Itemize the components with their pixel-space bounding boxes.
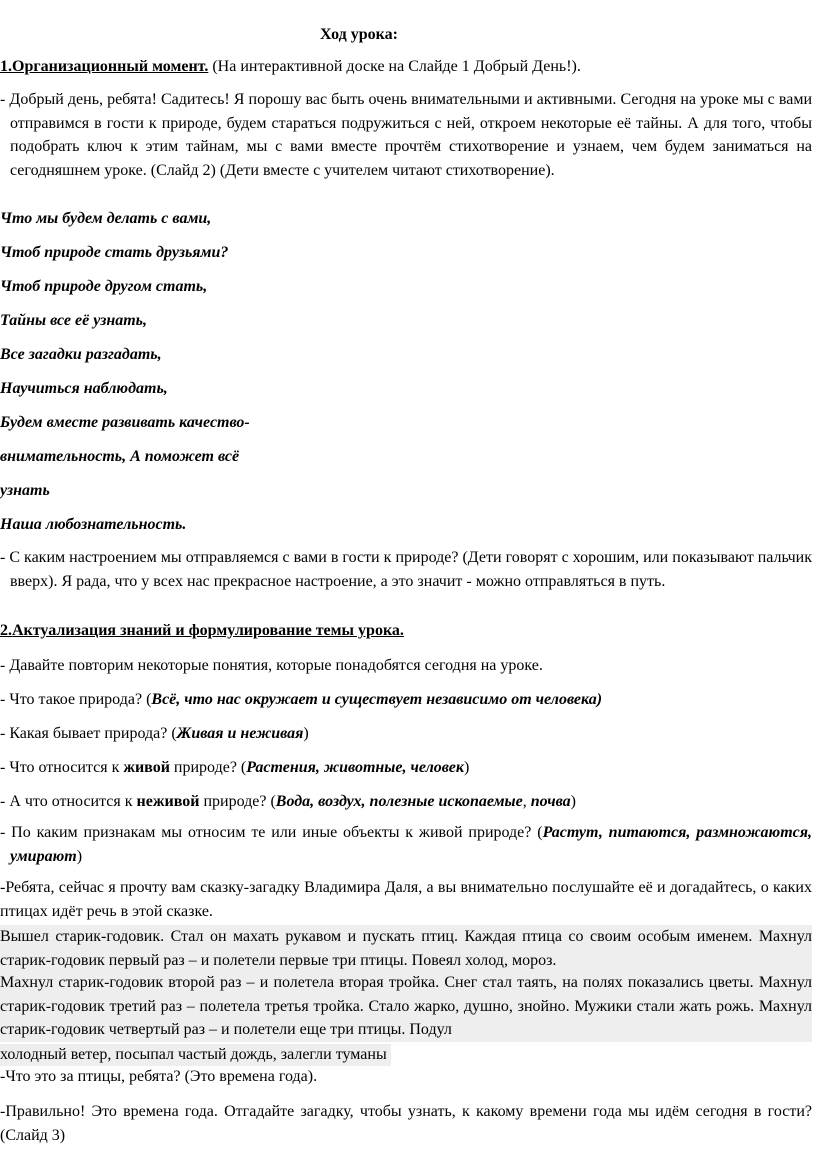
section1-heading-line [0,56,581,78]
question-living-nature [0,757,469,779]
section1-heading-note: (На интерактивной доске на Слайде 1 Добрый День!). [208,58,581,75]
question-text: природе? ( [199,793,276,810]
question-text: - По каким признакам мы относим те или иные объекты к живой природе? ( [0,824,543,841]
question-text: - А что относится к [0,793,137,810]
bracket-close: ) [303,725,309,742]
poem-line: Что мы будем делать с вами, [0,210,212,227]
answer-text: Всё, что нас окружает и существует независимо от человека) [151,691,603,708]
poem-line: Чтоб природе стать друзьями? [0,244,229,261]
keyword-nonliving: неживой [136,793,200,810]
section2-intro: - Давайте повторим некоторые понятия, которые понадобятся сегодня на уроке. [0,657,543,674]
question-living-signs [0,821,812,868]
answer-text: почва [530,793,571,810]
lesson-title: Ход урока: [320,26,398,43]
keyword-living: живой [123,759,170,776]
poem-line: Все загадки разгадать, [0,346,162,363]
story-paragraph: холодный ветер, посыпал частый дождь, залегли туманы [0,1044,391,1066]
answer-text: Растения, животные, человек [246,759,464,776]
riddle-intro-paragraph: -Ребята, сейчас я прочту вам сказку-загадку Владимира Даля, а вы внимательно послушайте её и догадайтесь, о каких птицах идёт речь в этой сказке. [0,879,812,920]
poem-line: внимательность, А поможет всё [0,448,240,465]
question-nonliving-nature [0,791,576,813]
poem-line: Научиться наблюдать, [0,380,168,397]
poem-line: Тайны все её узнать, [0,312,147,329]
answer-text: Живая и неживая [176,725,304,742]
separator: , [522,793,531,810]
section2-heading: 2.Актуализация знаний и формулирование темы урока. [0,622,404,639]
bracket-close: ) [463,759,470,776]
poem-line: Чтоб природе другом стать, [0,278,208,295]
answer-text: Вода, воздух, полезные ископаемые [275,793,523,810]
question-text: - Какая бывает природа? ( [0,725,177,742]
section1-heading: 1.Организационный момент. [0,58,209,75]
question-nature-kinds [0,723,309,745]
story-paragraph: Вышел старик-годовик. Стал он махать рукавом и пускать птиц. Каждая птица со своим особым именем. Махнул старик-годовик первый раз – и полетели первые три птицы. Повеял холод, мороз. [0,925,812,972]
story-paragraph: Махнул старик-годовик второй раз – и полетела вторая тройка. Снег стал таять, на полях показались цветы. Махнул старик-годовик третий раз – полетела третья тройка. Стало жарко, душно, знойно. Мужики стали жать рожь. Махнул старик-годовик четвертый раз – и полетели еще три птицы. Подул [0,971,812,1042]
poem-line: Будем вместе развивать качество- [0,414,250,431]
bracket-close: ) [570,793,576,810]
question-text: природе? ( [169,759,247,776]
answer-text: Растут, питаются, размножаются, умирают [10,824,812,865]
poem-line: Наша любознательность. [0,516,187,533]
section1-paragraph: - Добрый день, ребята! Садитесь! Я порошу вас быть очень внимательными и активными. Сегодня на уроке мы с вами отправимся в гости к природе, будем стараться подружиться с ней, откроем некоторые её тайны. А для того, чтобы подобрать ключ к этим тайнам, мы с вами вместе прочтём стихотворение и узнаем, чем будем заниматься на сегодняшнем уроке. (Слайд 2) (Дети вместе с учителем читают стихотворение). [0,91,812,179]
section1-mood-paragraph: - С каким настроением мы отправляемся с вами в гости к природе? (Дети говорят с хорошим, или показывают пальчик вверх). Я рада, что у всех нас прекрасное настроение, а это значит - можно отправляться в путь. [0,549,812,590]
final-paragraph: -Правильно! Это времена года. Отгадайте загадку, чтобы узнать, к какому времени года мы идём сегодня в гости? (Слайд 3) [0,1103,812,1144]
question-text: - Что относится к [0,759,124,776]
bracket-close: ) [76,847,83,865]
poem-line: узнать [0,482,50,499]
question-what-birds: -Что это за птицы, ребята? (Это времена года). [0,1068,318,1085]
question-what-is-nature [0,689,602,711]
question-text: - Что такое природа? ( [0,691,152,708]
